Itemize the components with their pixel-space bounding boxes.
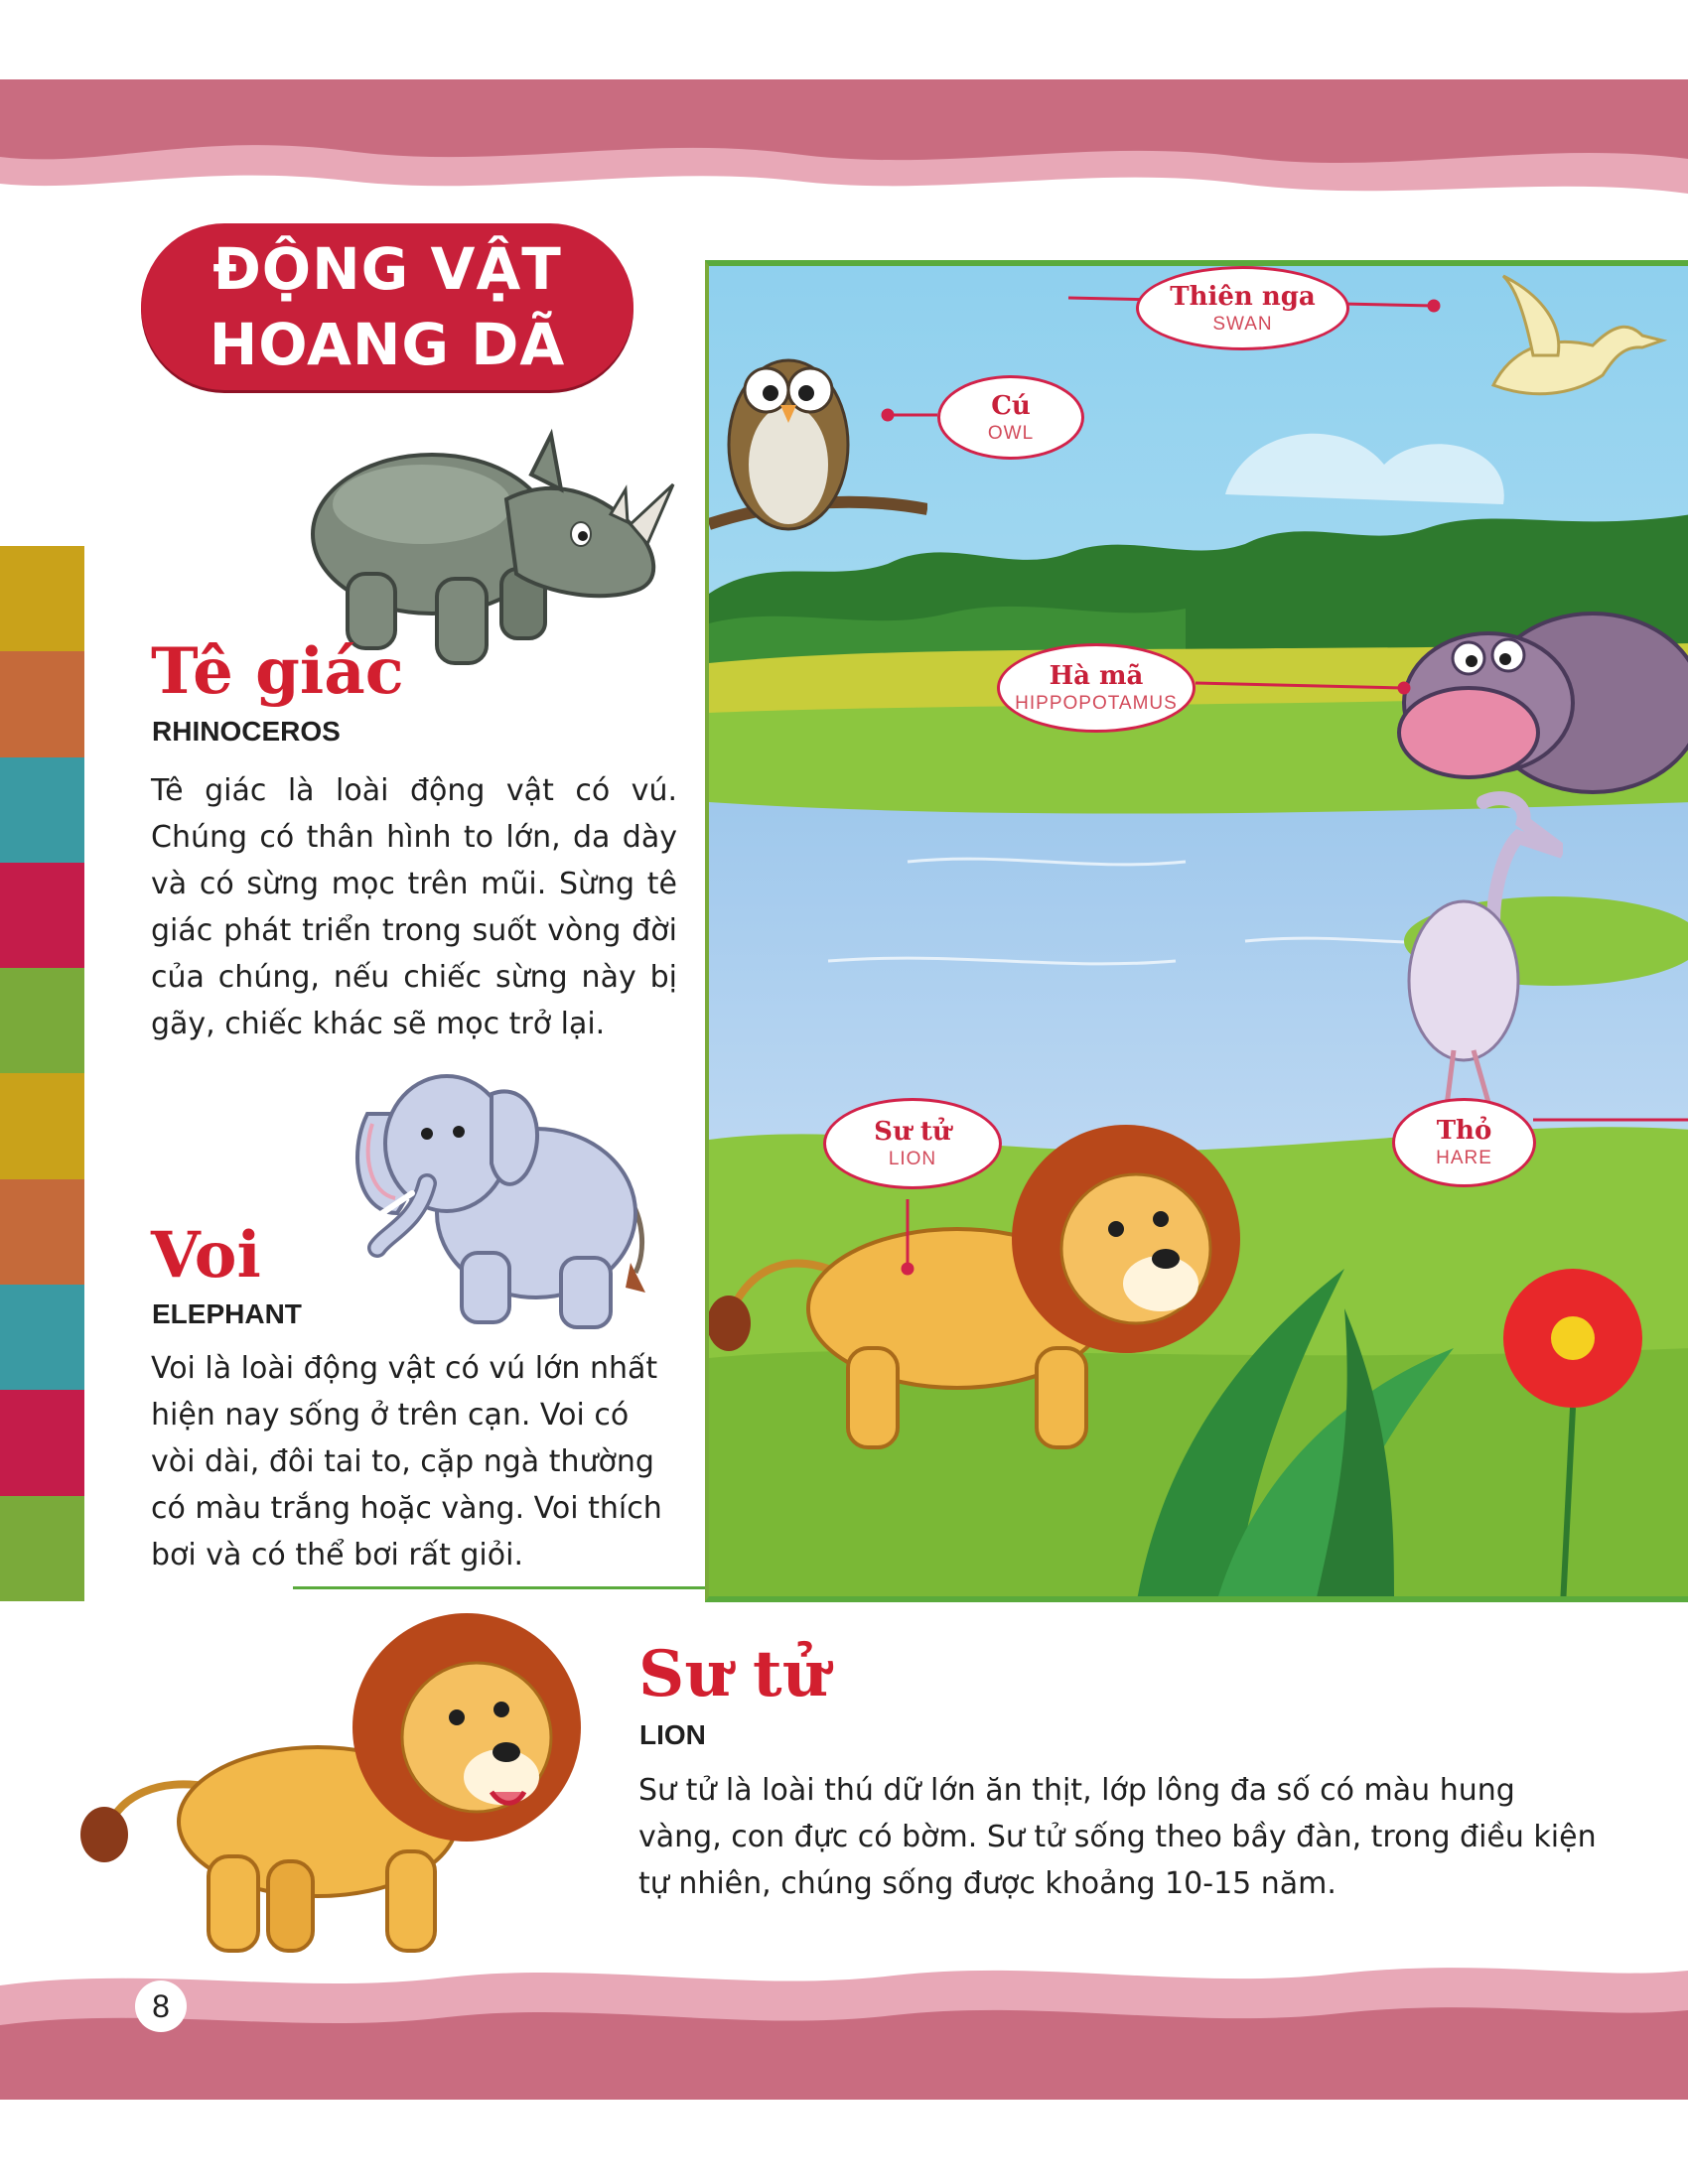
stripe [0,863,84,968]
callout-lion [823,1098,1002,1189]
callout-hare-en: HARE [1436,1148,1492,1168]
title-line-2: HOANG DÃ [209,311,566,378]
side-color-stripes [0,546,84,1601]
callout-hippo-en: HIPPOPOTAMUS [1015,693,1178,714]
stripe [0,757,84,863]
callout-swan-vi: Thiên nga [1170,281,1316,312]
elephant-illustration [328,1054,655,1342]
callout-owl-vi: Cú [991,390,1031,421]
callout-hare [1392,1098,1536,1187]
stripe [0,1390,84,1495]
stripe [0,546,84,651]
elephant-description: Voi là loài động vật có vú lớn nhất hiện nay sống ở trên cạn. Voi có vòi dài, đôi tai to, cặp ngà thường có màu trắng hoặc vàng. Voi thích bơi và có thể bơi rất giỏi. [151,1351,662,1572]
callout-owl [937,375,1084,460]
rhino-english-name: RHINOCEROS [152,716,341,747]
callout-hippo [997,643,1196,733]
lion-name: Sư tử [638,1637,829,1711]
page-number: 8 [135,1980,187,2032]
callout-lion-vi: Sư tử [874,1117,951,1147]
stripe [0,1179,84,1285]
rhino-description: Tê giác là loài động vật có vú. Chúng có thân hình to lớn, da dày và có sừng mọc trên mũi. Sừng tê giác phát triển trong suốt vòng đời của chúng, nếu chiếc sừng này bị gãy, chiếc khác sẽ mọc trở lại. [151,773,677,1041]
lion-illustration [70,1598,586,1966]
callout-owl-en: OWL [987,422,1035,444]
elephant-english-name: ELEPHANT [152,1298,302,1329]
lion-english-name: LION [639,1719,706,1750]
title-line-1: ĐỘNG VẬT [212,235,562,303]
stripe [0,1285,84,1390]
callout-lines [709,266,1688,1596]
rhino-name: Tê giác [151,634,404,709]
stripe [0,1073,84,1178]
stripe [0,1496,84,1601]
stripe [0,651,84,756]
callout-swan-en: SWAN [1212,313,1273,335]
callout-hippo-vi: Hà mã [1049,661,1144,691]
callout-hare-vi: Thỏ [1436,1116,1492,1146]
stripe [0,968,84,1073]
callout-swan [1136,266,1349,350]
top-wave-band [0,0,1688,213]
bottom-wave-band [0,1956,1688,2184]
elephant-name: Voi [151,1218,261,1293]
lion-description: Sư tử là loài thú dữ lớn ăn thịt, lớp lông đa số có màu hung vàng, con đực có bờm. Sư tử sống theo bầy đàn, trong điều kiện tự nhiên, chúng sống được khoảng 10-15 năm. [638,1773,1597,1901]
page-title [141,223,633,390]
callout-lion-en: LION [888,1149,937,1169]
wildlife-scene [705,260,1688,1602]
